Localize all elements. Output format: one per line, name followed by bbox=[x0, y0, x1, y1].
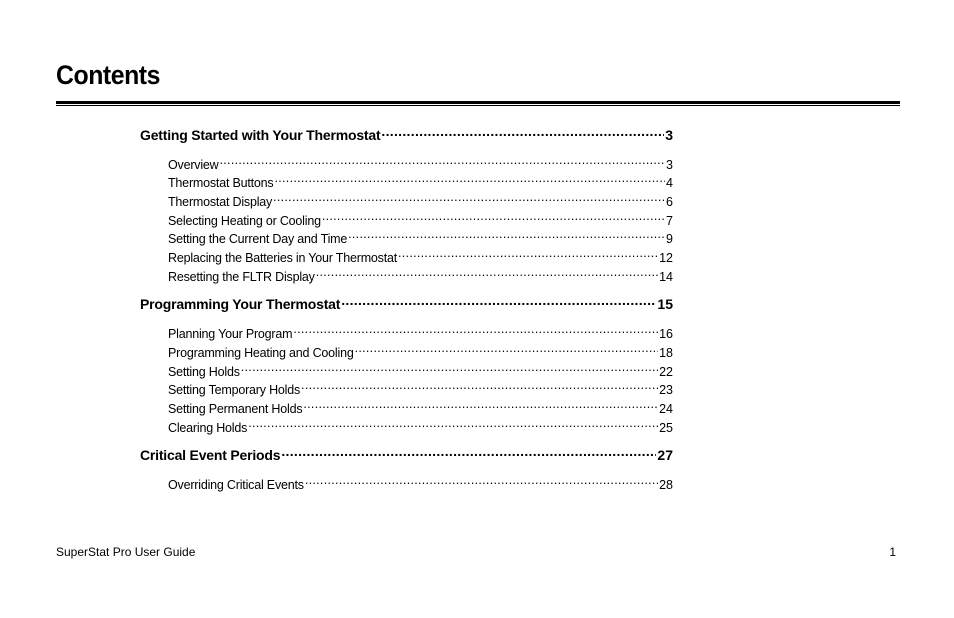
toc-entry-programming-heating-cooling[interactable] bbox=[168, 343, 673, 361]
toc-leader-dots bbox=[316, 267, 658, 281]
toc-entry-page: 24 bbox=[659, 402, 673, 416]
toc-entry-planning-program[interactable] bbox=[168, 324, 673, 342]
page-title: Contents bbox=[56, 60, 160, 90]
footer-guide-name: SuperStat Pro User Guide bbox=[56, 545, 196, 559]
toc-section-getting-started[interactable] bbox=[140, 126, 673, 144]
toc-leader-dots bbox=[398, 248, 658, 262]
toc-entry-page: 6 bbox=[666, 195, 673, 209]
toc-leader-dots bbox=[293, 324, 658, 338]
toc-entry-page: 12 bbox=[659, 251, 673, 265]
toc-entry-thermostat-display[interactable] bbox=[168, 192, 673, 210]
toc-leader-dots bbox=[303, 399, 658, 413]
toc-entry-page: 16 bbox=[659, 327, 673, 341]
toc-section-critical-events[interactable] bbox=[140, 446, 673, 464]
toc-entry-title: Planning Your Program bbox=[168, 327, 293, 341]
toc-entry-title: Setting the Current Day and Time bbox=[168, 232, 348, 246]
toc-entry-title: Setting Permanent Holds bbox=[168, 402, 303, 416]
toc-entry-replacing-batteries[interactable] bbox=[168, 248, 673, 266]
toc-leader-dots bbox=[341, 295, 656, 309]
toc-entry-overview[interactable] bbox=[168, 155, 673, 173]
toc-entry-page: 23 bbox=[659, 383, 673, 397]
toc-entry-title: Setting Temporary Holds bbox=[168, 383, 301, 397]
toc-section-title: Programming Your Thermostat bbox=[140, 296, 341, 312]
toc-entry-page: 3 bbox=[666, 158, 673, 172]
toc-entry-title: Overview bbox=[168, 158, 219, 172]
toc-entry-thermostat-buttons[interactable] bbox=[168, 173, 673, 191]
toc-entry-page: 4 bbox=[666, 176, 673, 190]
toc-entry-page: 14 bbox=[659, 270, 673, 284]
toc-entry-page: 18 bbox=[659, 346, 673, 360]
toc-leader-dots bbox=[274, 173, 665, 187]
footer-page-number: 1 bbox=[889, 545, 896, 559]
toc-leader-dots bbox=[248, 418, 658, 432]
toc-leader-dots bbox=[305, 475, 658, 489]
toc-leader-dots bbox=[241, 362, 658, 376]
toc-section-title: Critical Event Periods bbox=[140, 447, 281, 463]
toc-entry-title: Resetting the FLTR Display bbox=[168, 270, 315, 284]
toc-entry-selecting-heating-cooling[interactable] bbox=[168, 211, 673, 229]
title-rule-thin bbox=[56, 105, 900, 106]
toc-leader-dots bbox=[273, 192, 665, 206]
toc-entry-temporary-holds[interactable] bbox=[168, 380, 673, 398]
toc-section-title: Getting Started with Your Thermostat bbox=[140, 127, 381, 143]
toc-leader-dots bbox=[281, 446, 656, 460]
toc-entry-title: Programming Heating and Cooling bbox=[168, 346, 354, 360]
toc-entry-resetting-fltr[interactable] bbox=[168, 267, 673, 285]
toc-leader-dots bbox=[348, 229, 665, 243]
toc-section-page: 27 bbox=[657, 447, 673, 463]
toc-leader-dots bbox=[355, 343, 659, 357]
toc-entry-title: Selecting Heating or Cooling bbox=[168, 214, 321, 228]
toc-leader-dots bbox=[322, 211, 665, 225]
toc-entry-permanent-holds[interactable] bbox=[168, 399, 673, 417]
toc-entry-title: Clearing Holds bbox=[168, 421, 248, 435]
toc-entry-title: Overriding Critical Events bbox=[168, 478, 304, 492]
toc-entry-clearing-holds[interactable] bbox=[168, 418, 673, 436]
toc-leader-dots bbox=[381, 126, 664, 140]
toc-entry-setting-holds[interactable] bbox=[168, 362, 673, 380]
toc-entry-setting-day-time[interactable] bbox=[168, 229, 673, 247]
toc-section-programming[interactable] bbox=[140, 295, 673, 313]
toc-entry-page: 28 bbox=[659, 478, 673, 492]
toc-entry-title: Thermostat Display bbox=[168, 195, 273, 209]
toc-entry-page: 25 bbox=[659, 421, 673, 435]
toc-entry-page: 22 bbox=[659, 365, 673, 379]
toc-entry-title: Replacing the Batteries in Your Thermostat bbox=[168, 251, 398, 265]
toc-entry-page: 9 bbox=[666, 232, 673, 246]
toc-entry-overriding-critical-events[interactable] bbox=[168, 475, 673, 493]
toc-entry-title: Thermostat Buttons bbox=[168, 176, 274, 190]
toc-entry-title: Setting Holds bbox=[168, 365, 240, 379]
toc-section-page: 3 bbox=[665, 127, 673, 143]
toc-entry-page: 7 bbox=[666, 214, 673, 228]
title-rule-thick bbox=[56, 101, 900, 104]
toc-leader-dots bbox=[220, 155, 666, 169]
toc-section-page: 15 bbox=[657, 296, 673, 312]
toc-leader-dots bbox=[301, 380, 658, 394]
